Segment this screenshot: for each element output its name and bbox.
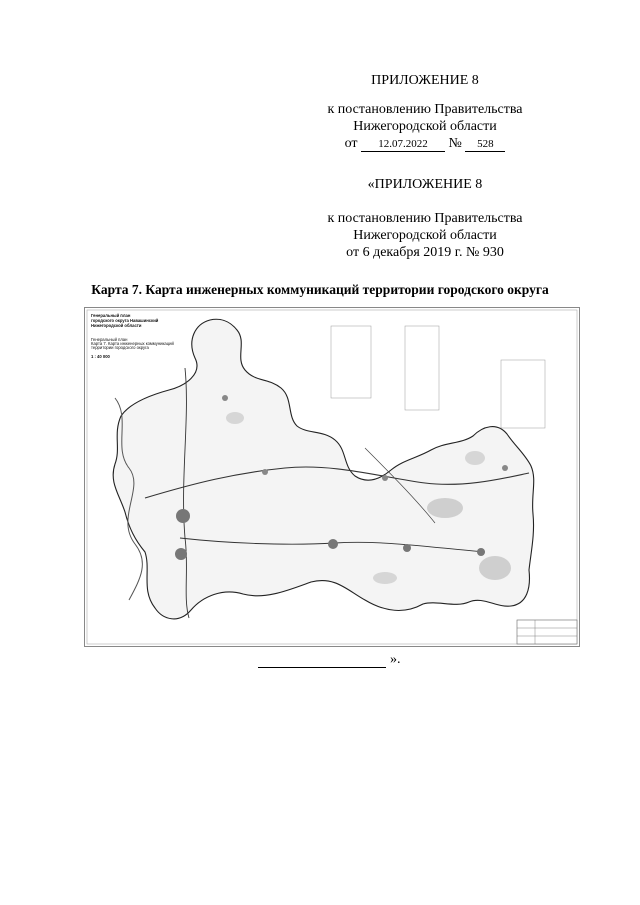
- map-title: Карта 7. Карта инженерных коммуникаций территории городского округа: [91, 282, 549, 297]
- map-legend-sub-2: Карта 7. Карта инженерных коммуникаций: [91, 341, 174, 346]
- closing-underline: [258, 655, 386, 668]
- attachment-date-line: [300, 135, 550, 152]
- amended-title: «ПРИЛОЖЕНИЕ 8: [367, 177, 483, 192]
- amended-line-3: от 6 декабря 2019 г. № 930: [346, 245, 504, 260]
- number-sign: №: [448, 136, 462, 151]
- decree-date: 12.07.2022: [361, 137, 445, 152]
- map-legend-title-1: Генеральный план: [91, 313, 131, 318]
- decree-number: 528: [465, 137, 505, 152]
- map-legend-sub-1: Генеральный план: [91, 337, 128, 342]
- map-legend-title-3: Нижегородской области: [91, 323, 142, 328]
- map-legend-sub-3: территории городского округа: [91, 345, 149, 350]
- attachment-line-2: Нижегородской области: [353, 119, 497, 134]
- attachment-line-1: к постановлению Правительства: [327, 102, 523, 117]
- date-prefix: от: [344, 136, 358, 151]
- amended-line-2: Нижегородской области: [353, 228, 497, 243]
- map-drawing: [85, 308, 579, 646]
- map-legend-title-2: городского округа Навашинский: [91, 318, 159, 323]
- map-image: [84, 307, 580, 647]
- attachment-title: ПРИЛОЖЕНИЕ 8: [371, 73, 479, 88]
- closing-mark: ».: [390, 652, 401, 667]
- map-legend-scale: 1 : 40 000: [91, 354, 110, 359]
- closing-line: [258, 652, 401, 668]
- amended-line-1: к постановлению Правительства: [327, 211, 523, 226]
